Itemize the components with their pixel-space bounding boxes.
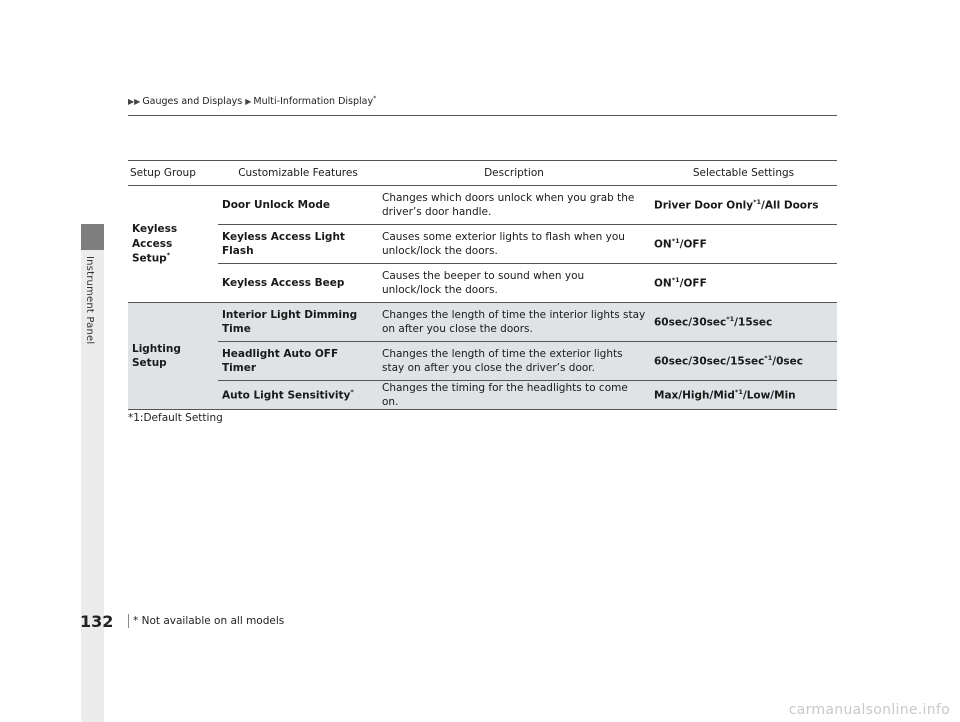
customization-table [128,160,837,410]
feature-name: Auto Light Sensitivity* [218,381,378,410]
feature-description: Changes the length of time the exterior lights stay on after you close the driver’s door. [378,342,650,381]
header-selectable-settings: Selectable Settings [650,161,837,186]
asterisk-mark: * [350,387,354,396]
setup-group-keyless: Keyless Access Setup* [132,223,178,265]
page-number: 132 [80,612,114,631]
breadcrumb-arrow-icon: ▶ [245,97,252,107]
section-tab-marker [81,224,104,250]
breadcrumb-item-mid[interactable]: Multi-Information Display [253,96,374,108]
header-description: Description [378,161,650,186]
feature-description: Causes some exterior lights to flash when you unlock/lock the doors. [382,230,625,257]
feature-description: Changes the length of time the interior lights stay on after you close the doors. [378,303,650,342]
selectable-settings: Driver Door Only$^{*1}$/All Doors [654,197,819,212]
feature-name: Keyless Access Beep [222,276,345,289]
breadcrumb-item-gauges[interactable]: Gauges and Displays [142,96,243,108]
selectable-settings: ON$^{*1}$/OFF [654,275,707,290]
table-row [128,186,837,225]
setup-group-lighting: Lighting Setup [128,303,218,410]
table-row [128,264,837,303]
table-header-row [128,161,837,186]
header-customizable-features: Customizable Features [218,161,378,186]
asterisk-mark: * [166,250,171,259]
feature-name: Headlight Auto OFF Timer [218,342,378,381]
asterisk-mark: * [373,94,377,102]
table-row [128,225,837,264]
selectable-settings: $60\sec/30\sec^{*1}/15\sec$ [650,303,837,342]
selectable-settings: Max/High/Mid$^{*1}$/Low/Min [650,381,837,410]
feature-description: Causes the beeper to sound when you unlock/lock the doors. [382,269,585,296]
header-setup-group: Setup Group [128,161,218,186]
feature-name: Keyless Access Light Flash [222,230,345,257]
selectable-settings: $60\sec/30\sec/15\sec^{*1}/0\sec$ [650,342,837,381]
header-divider [128,115,837,116]
table-row [128,303,837,342]
feature-description: Changes the timing for the headlights to come on. [378,381,650,410]
feature-name: Interior Light Dimming Time [218,303,378,342]
table-row [128,381,837,410]
note-divider [128,614,129,628]
feature-name: Door Unlock Mode [222,198,330,211]
watermark: carmanualsonline.info [788,702,950,718]
section-label: Instrument Panel [84,256,95,345]
table-row [128,342,837,381]
breadcrumb-arrow-icon: ▶▶ [128,97,141,107]
availability-note [128,614,284,628]
default-setting-footnote: *1:Default Setting [128,412,223,424]
selectable-settings: ON$^{*1}$/OFF [654,236,707,251]
breadcrumb [128,94,376,107]
availability-note-text: * Not available on all models [133,615,285,627]
feature-description: Changes which doors unlock when you grab the driver’s door handle. [382,191,635,218]
